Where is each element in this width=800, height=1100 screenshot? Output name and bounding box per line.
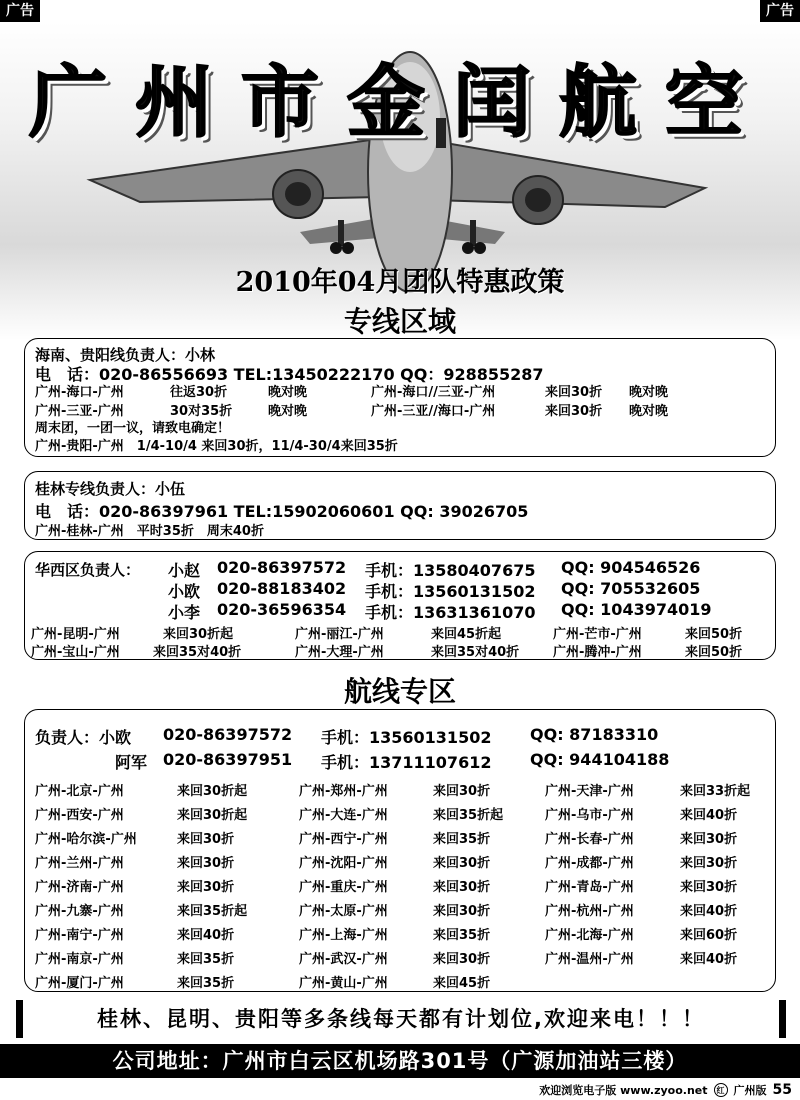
route-price: 来回30折: [433, 952, 491, 967]
route-name: 广州-兰州-广州: [35, 856, 124, 871]
route-price: 来回30折: [433, 784, 491, 799]
contact-mobile: 手机：13631361070: [365, 603, 536, 622]
route-name: 广州-腾冲-广州: [553, 645, 642, 660]
route-name: 广州-温州-广州: [545, 952, 634, 967]
route-price: 来回45折: [433, 976, 491, 991]
contact-mobile: 手机：13580407675: [365, 561, 536, 580]
route-note: 晚对晚: [268, 404, 308, 419]
contact-label: 阿军: [115, 753, 148, 772]
contact-label: 负责人：小欧: [35, 728, 132, 747]
route-price: 来回30折: [177, 856, 235, 871]
route-name: 广州-成都-广州: [545, 856, 634, 871]
route-price: 来回50折: [685, 627, 743, 642]
company-address: 公司地址：广州市白云区机场路301号（广源加油站三楼）: [0, 1044, 800, 1078]
logo-icon: 红: [714, 1083, 728, 1097]
route-name: 广州-太原-广州: [299, 904, 388, 919]
route-price: 来回40折: [177, 928, 235, 943]
guilin-head: 桂林专线负责人：小伍: [35, 480, 186, 498]
route-name: 广州-青岛-广州: [545, 880, 634, 895]
route-name: 广州-黄山-广州: [299, 976, 388, 991]
route-price: 来回40折: [680, 904, 738, 919]
contact-mobile: 手机：13560131502: [365, 582, 536, 601]
contact-qq: QQ: 87183310: [530, 725, 659, 744]
route-price: 来回30折: [545, 404, 603, 419]
route-price: 来回50折: [685, 645, 743, 660]
huaxi-box: [24, 551, 776, 660]
ad-tag-left: 广告: [0, 0, 40, 22]
route-note: 晚对晚: [268, 385, 308, 400]
route-name: 广州-长春-广州: [545, 832, 634, 847]
route-price: 来回30折: [433, 856, 491, 871]
footer-edition: 广州版: [733, 1084, 767, 1097]
route-price: 来回35折起: [433, 808, 504, 823]
route-name: 广州-九寨-广州: [35, 904, 124, 919]
guilin-box: [24, 471, 776, 540]
contact-name: 小欧: [168, 582, 201, 601]
contact-qq: QQ: 904546526: [561, 558, 701, 577]
route-note: 晚对晚: [629, 404, 669, 419]
contact-qq: QQ: 705532605: [561, 579, 701, 598]
huaxi-head: 华西区负责人：: [35, 561, 141, 579]
route-price: 来回35折: [433, 928, 491, 943]
route-price: 来回35折起: [177, 904, 248, 919]
page-number: 55: [772, 1082, 792, 1098]
contact-name: 小李: [168, 603, 201, 622]
route-name: 广州-海口-广州: [35, 385, 124, 400]
route-price: 来回33折起: [680, 784, 751, 799]
route-price: 来回35折: [177, 952, 235, 967]
company-title: 广州市金闰航空: [28, 58, 771, 148]
route-name: 广州-芒市-广州: [553, 627, 642, 642]
guiyang-line: 广州-贵阳-广州 1/4-10/4 来回30折，11/4-30/4来回35折: [35, 439, 398, 454]
route-price: 30对35折: [170, 404, 233, 419]
route-price: 来回35对40折: [153, 645, 242, 660]
contact-mobile: 手机：13711107612: [321, 753, 492, 772]
route-price: 来回30折: [680, 880, 738, 895]
route-price: 来回35折: [433, 832, 491, 847]
guilin-line: 广州-桂林-广州 平时35折 周末40折: [35, 524, 264, 539]
route-name: 广州-武汉-广州: [299, 952, 388, 967]
promo-banner: 桂林、昆明、贵阳等多条线每天都有计划位,欢迎来电！！！: [16, 1000, 786, 1038]
route-price: 来回30折起: [177, 784, 248, 799]
section-title-special: 专线区域: [343, 305, 456, 338]
route-name: 广州-哈尔滨-广州: [35, 832, 137, 847]
page-footer: [539, 1082, 792, 1098]
route-price: 来回40折: [680, 952, 738, 967]
route-price: 来回30折: [433, 904, 491, 919]
route-name: 广州-济南-广州: [35, 880, 124, 895]
contact-qq: QQ: 944104188: [530, 750, 670, 769]
contact-phone: 020-36596354: [217, 600, 347, 619]
route-price: 来回30折: [433, 880, 491, 895]
route-name: 广州-西安-广州: [35, 808, 124, 823]
route-name: 广州-厦门-广州: [35, 976, 124, 991]
route-price: 来回30折起: [163, 627, 234, 642]
contact-phone: 020-86397572: [217, 558, 347, 577]
route-price: 来回30折: [177, 832, 235, 847]
route-price: 来回45折起: [431, 627, 502, 642]
route-name: 广州-宝山-广州: [31, 645, 120, 660]
route-name: 广州-大连-广州: [299, 808, 388, 823]
route-price: 来回30折: [680, 856, 738, 871]
route-name: 广州-丽江-广州: [295, 627, 384, 642]
route-note: 晚对晚: [629, 385, 669, 400]
contact-name: 小赵: [168, 561, 201, 580]
contact-mobile: 手机：13560131502: [321, 728, 492, 747]
route-price: 来回30折: [680, 832, 738, 847]
route-price: 来回30折起: [177, 808, 248, 823]
route-name: 广州-南京-广州: [35, 952, 124, 967]
hainan-head: 海南、贵阳线负责人：小林: [35, 346, 216, 364]
route-name: 广州-三亚//海口-广州: [371, 404, 496, 419]
route-name: 广州-天津-广州: [545, 784, 634, 799]
route-name: 广州-西宁-广州: [299, 832, 388, 847]
hainan-box: [24, 338, 776, 457]
weekend-note: 周末团，一团一议，请致电确定！: [35, 421, 231, 436]
contact-phone: 020-88183402: [217, 579, 347, 598]
route-name: 广州-杭州-广州: [545, 904, 634, 919]
hainan-contact: 电 话：020-86556693 TEL:13450222170 QQ：928855287: [35, 365, 544, 384]
section-title-routes: 航线专区: [343, 675, 456, 708]
route-name: 广州-北京-广州: [35, 784, 124, 799]
contact-qq: QQ: 1043974019: [561, 600, 712, 619]
route-name: 广州-郑州-广州: [299, 784, 388, 799]
contact-phone: 020-86397951: [163, 750, 293, 769]
route-price: 来回30折: [545, 385, 603, 400]
route-price: 来回30折: [177, 880, 235, 895]
route-name: 广州-昆明-广州: [31, 627, 120, 642]
ad-tag-right: 广告: [760, 0, 800, 22]
route-price: 来回35折: [177, 976, 235, 991]
route-price: 来回35对40折: [431, 645, 520, 660]
route-price: 来回40折: [680, 808, 738, 823]
routes-box: [24, 709, 776, 992]
route-name: 广州-上海-广州: [299, 928, 388, 943]
contact-phone: 020-86397572: [163, 725, 293, 744]
route-name: 广州-大理-广州: [295, 645, 384, 660]
route-name: 广州-沈阳-广州: [299, 856, 388, 871]
route-name: 广州-乌市-广州: [545, 808, 634, 823]
policy-title: 2010年04月团队特惠政策: [235, 267, 565, 298]
route-name: 广州-重庆-广州: [299, 880, 388, 895]
footer-site: 欢迎浏览电子版 www.zyoo.net: [539, 1084, 708, 1097]
hero-banner: [0, 22, 800, 340]
route-name: 广州-海口//三亚-广州: [371, 385, 496, 400]
route-price: 往返30折: [170, 385, 228, 400]
route-name: 广州-北海-广州: [545, 928, 634, 943]
route-price: 来回60折: [680, 928, 738, 943]
route-name: 广州-南宁-广州: [35, 928, 124, 943]
route-name: 广州-三亚-广州: [35, 404, 124, 419]
guilin-contact: 电 话：020-86397961 TEL:15902060601 QQ: 39026705: [35, 502, 529, 521]
